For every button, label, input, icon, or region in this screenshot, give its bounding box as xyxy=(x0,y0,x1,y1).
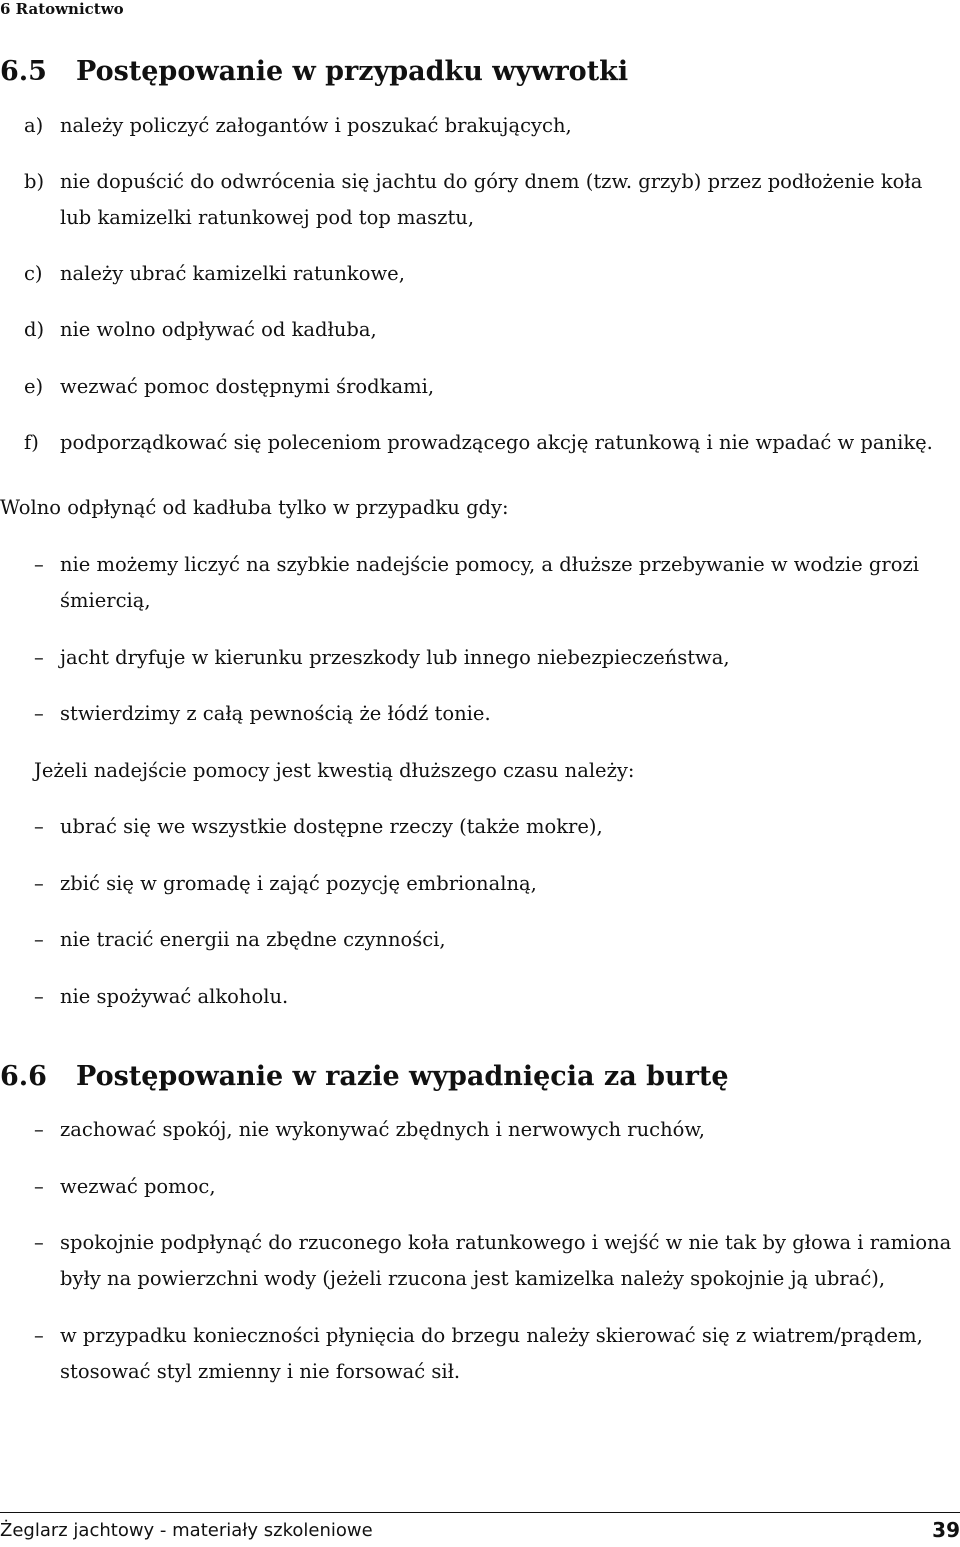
list-item-text: nie dopuścić do odwrócenia się jachtu do góry dnem (tzw. grzyb) przez podłożenie koła xyxy=(60,170,923,193)
list-item-text: stwierdzimy z całą pewnością że łódź tonie. xyxy=(60,702,491,725)
section-title: Postępowanie w przypadku wywrotki xyxy=(76,56,629,87)
dash-marker: – xyxy=(34,1324,44,1347)
list-item-label: a) xyxy=(24,114,44,137)
section-title: Postępowanie w razie wypadnięcia za burtę xyxy=(76,1061,729,1092)
list-item-label: f) xyxy=(24,431,39,454)
list-item-label: e) xyxy=(24,375,44,398)
section-number: 6.5 xyxy=(0,56,47,87)
list-item-label: b) xyxy=(24,170,45,193)
list-item-text: w przypadku konieczności płynięcia do brzegu należy skierować się z wiatrem/prądem, xyxy=(60,1324,923,1347)
dash-marker: – xyxy=(34,1118,44,1141)
list-item-text: nie tracić energii na zbędne czynności, xyxy=(60,928,446,951)
list-item-text: były na powierzchni wody (jeżeli rzucona jest kamizelka należy spokojnie ją ubrać), xyxy=(60,1267,886,1290)
list-item-text: zachować spokój, nie wykonywać zbędnych i nerwowych ruchów, xyxy=(60,1118,705,1141)
list-item-text: podporządkować się poleceniom prowadzącego akcję ratunkową i nie wpadać w panikę. xyxy=(60,431,933,454)
list-item-text: nie możemy liczyć na szybkie nadejście pomocy, a dłuższe przebywanie w wodzie grozi xyxy=(60,553,919,576)
page-number: 39 xyxy=(932,1518,960,1542)
dash-marker: – xyxy=(34,872,44,895)
dash-marker: – xyxy=(34,985,44,1008)
list-item-text: nie wolno odpływać od kadłuba, xyxy=(60,318,377,341)
section-number: 6.6 xyxy=(0,1061,47,1092)
dash-marker: – xyxy=(34,815,44,838)
list-item-label: d) xyxy=(24,318,45,341)
dash-marker: – xyxy=(34,553,44,576)
paragraph: Wolno odpłynąć od kadłuba tylko w przypadku gdy: xyxy=(0,496,509,519)
footer-rule xyxy=(0,1512,960,1513)
dash-marker: – xyxy=(34,702,44,725)
list-item-text: stosować styl zmienny i nie forsować sił. xyxy=(60,1360,461,1383)
dash-marker: – xyxy=(34,928,44,951)
list-item-text: wezwać pomoc dostępnymi środkami, xyxy=(60,375,435,398)
paragraph: Jeżeli nadejście pomocy jest kwestią dłuższego czasu należy: xyxy=(34,759,635,782)
list-item-text: zbić się w gromadę i zająć pozycję embrionalną, xyxy=(60,872,537,895)
list-item-text: nie spożywać alkoholu. xyxy=(60,985,289,1008)
footer-title: Żeglarz jachtowy - materiały szkoleniowe xyxy=(0,1520,373,1541)
running-header: 6 Ratownictwo xyxy=(0,0,124,18)
dash-marker: – xyxy=(34,1231,44,1254)
list-item-text: jacht dryfuje w kierunku przeszkody lub innego niebezpieczeństwa, xyxy=(60,646,730,669)
list-item-text: spokojnie podpłynąć do rzuconego koła ratunkowego i wejść w nie tak by głowa i ramiona xyxy=(60,1231,952,1254)
dash-marker: – xyxy=(34,646,44,669)
dash-marker: – xyxy=(34,1175,44,1198)
list-item-text: lub kamizelki ratunkowej pod top masztu, xyxy=(60,206,475,229)
list-item-text: śmiercią, xyxy=(60,589,151,612)
list-item-text: należy policzyć załogantów i poszukać brakujących, xyxy=(60,114,572,137)
list-item-text: należy ubrać kamizelki ratunkowe, xyxy=(60,262,405,285)
list-item-label: c) xyxy=(24,262,43,285)
list-item-text: ubrać się we wszystkie dostępne rzeczy (także mokre), xyxy=(60,815,603,838)
list-item-text: wezwać pomoc, xyxy=(60,1175,216,1198)
